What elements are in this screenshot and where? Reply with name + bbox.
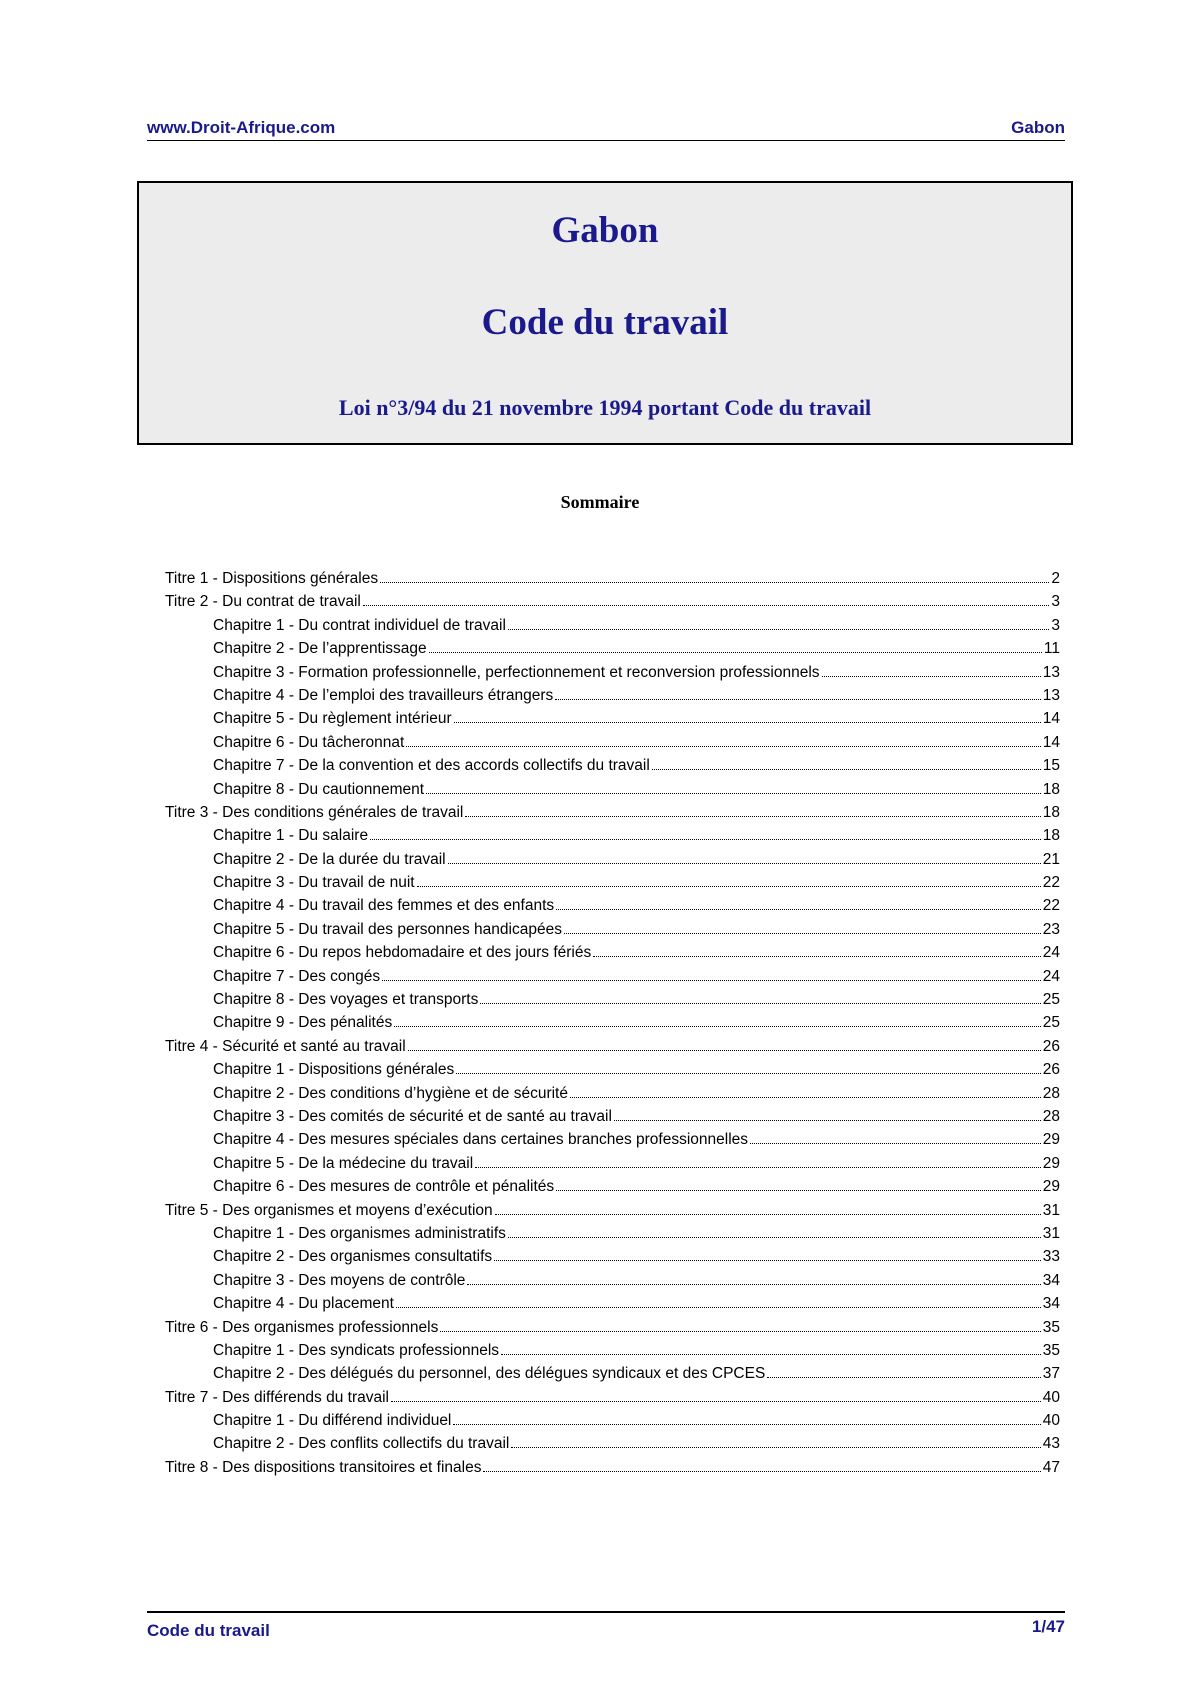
document-title: Code du travail [481,302,729,343]
toc-entry-label: Chapitre 2 - Des délégués du personnel, des délégues syndicaux et des CPCES [213,1365,766,1383]
toc-chapitre-entry[interactable] [165,1362,1060,1385]
toc-chapitre-entry[interactable] [165,684,1060,707]
toc-dot-leader [556,1190,1041,1191]
toc-entry-label: Chapitre 6 - Des mesures de contrôle et pénalités [213,1178,555,1196]
toc-dot-leader [426,793,1041,794]
toc-dot-leader [570,1097,1041,1098]
toc-entry-label: Titre 5 - Des organismes et moyens d’exécution [165,1201,493,1219]
toc-entry-label: Chapitre 8 - Des voyages et transports [213,991,479,1009]
toc-dot-leader [494,1260,1041,1261]
toc-dot-leader [475,1167,1041,1168]
toc-entry-page: 34 [1042,1271,1060,1289]
document-country: Gabon [551,210,659,251]
toc-dot-leader [508,1237,1041,1238]
toc-entry-label: Chapitre 1 - Dispositions générales [213,1061,455,1079]
toc-dot-leader [396,1307,1041,1308]
toc-entry-page: 22 [1042,874,1060,892]
toc-dot-leader [394,1026,1041,1027]
toc-entry-page: 29 [1042,1131,1060,1149]
toc-entry-page: 40 [1042,1412,1060,1430]
toc-entry-page: 14 [1042,733,1060,751]
toc-entry-label: Chapitre 1 - Du salaire [213,827,369,845]
toc-titre-entry[interactable] [165,1199,1060,1222]
toc-dot-leader [363,605,1050,606]
toc-dot-leader [593,956,1041,957]
toc-chapitre-entry[interactable] [165,637,1060,660]
toc-entry-page: 23 [1042,920,1060,938]
toc-dot-leader [440,1331,1040,1332]
toc-dot-leader [556,909,1041,910]
toc-dot-leader [453,1424,1040,1425]
toc-entry-label: Chapitre 5 - Du travail des personnes handicapées [213,920,562,938]
toc-entry-page: 34 [1042,1295,1060,1313]
toc-entry-page: 29 [1042,1178,1060,1196]
toc-chapitre-entry[interactable] [165,1222,1060,1245]
toc-entry-label: Chapitre 3 - Des moyens de contrôle [213,1271,466,1289]
toc-dot-leader [454,722,1041,723]
toc-entry-label: Chapitre 7 - Des congés [213,967,381,985]
toc-chapitre-entry[interactable] [165,941,1060,964]
toc-dot-leader [511,1447,1040,1448]
toc-entry-label: Titre 4 - Sécurité et santé au travail [165,1037,406,1055]
toc-dot-leader [417,886,1041,887]
toc-entry-page: 18 [1042,803,1060,821]
toc-chapitre-entry[interactable] [165,988,1060,1011]
toc-chapitre-entry[interactable] [165,824,1060,847]
toc-entry-label: Chapitre 2 - Des conflits collectifs du travail [213,1435,510,1453]
toc-titre-entry[interactable] [165,590,1060,613]
toc-chapitre-entry[interactable] [165,1082,1060,1105]
document-law: Loi n°3/94 du 21 novembre 1994 portant Code du travail [338,395,872,420]
toc-entry-label: Titre 3 - Des conditions générales de travail [165,803,464,821]
table-of-contents [165,567,1060,1479]
toc-entry-label: Chapitre 6 - Du tâcheronnat [213,733,405,751]
toc-entry-page: 43 [1042,1435,1060,1453]
toc-dot-leader [750,1143,1041,1144]
toc-entry-page: 18 [1042,780,1060,798]
toc-entry-page: 3 [1051,593,1060,611]
toc-chapitre-entry[interactable] [165,1269,1060,1292]
sommaire-heading: Sommaire [560,492,640,512]
toc-dot-leader [382,980,1041,981]
toc-chapitre-entry[interactable] [165,1011,1060,1034]
toc-chapitre-entry[interactable] [165,1152,1060,1175]
toc-entry-page: 11 [1043,640,1060,658]
toc-entry-page: 35 [1042,1341,1060,1359]
toc-entry-label: Titre 8 - Des dispositions transitoires et finales [165,1458,482,1476]
toc-entry-page: 14 [1042,710,1060,728]
toc-dot-leader [429,652,1042,653]
toc-entry-page: 13 [1042,663,1060,681]
toc-titre-entry[interactable] [165,567,1060,590]
toc-entry-page: 24 [1042,944,1060,962]
toc-entry-label: Chapitre 6 - Du repos hebdomadaire et des jours fériés [213,944,592,962]
page-number: 1/47 [1031,1617,1065,1636]
toc-entry-label: Chapitre 8 - Du cautionnement [213,780,425,798]
toc-entry-label: Chapitre 2 - De la durée du travail [213,850,446,868]
toc-entry-page: 29 [1042,1154,1060,1172]
toc-dot-leader [380,582,1049,583]
toc-entry-label: Chapitre 1 - Des organismes administratifs [213,1224,506,1242]
toc-titre-entry[interactable] [165,1456,1060,1479]
page-footer [147,1611,1065,1643]
toc-entry-label: Chapitre 5 - De la médecine du travail [213,1154,474,1172]
toc-dot-leader [480,1003,1040,1004]
toc-entry-page: 2 [1051,570,1060,587]
toc-dot-leader [406,746,1040,747]
toc-entry-page: 21 [1042,850,1060,868]
toc-chapitre-entry[interactable] [165,871,1060,894]
toc-entry-label: Chapitre 4 - De l’emploi des travailleurs étrangers [213,686,554,704]
header-country: Gabon [1011,118,1065,137]
toc-entry-label: Chapitre 4 - Du travail des femmes et des enfants [213,897,555,915]
toc-titre-entry[interactable] [165,1316,1060,1339]
toc-dot-leader [652,769,1041,770]
toc-chapitre-entry[interactable] [165,1292,1060,1315]
toc-entry-page: 31 [1042,1201,1060,1219]
toc-titre-entry[interactable] [165,801,1060,824]
toc-chapitre-entry[interactable] [165,778,1060,801]
site-link[interactable]: www.Droit-Afrique.com [147,118,336,137]
toc-entry-label: Titre 6 - Des organismes professionnels [165,1318,439,1336]
toc-entry-label: Titre 7 - Des différends du travail [165,1388,389,1406]
toc-entry-page: 18 [1042,827,1060,845]
toc-chapitre-entry[interactable] [165,1245,1060,1268]
toc-entry-page: 37 [1042,1365,1060,1383]
title-box [137,181,1073,445]
toc-dot-leader [564,933,1041,934]
toc-dot-leader [483,1471,1040,1472]
toc-chapitre-entry[interactable] [165,965,1060,988]
toc-entry-label: Chapitre 3 - Du travail de nuit [213,874,415,892]
toc-chapitre-entry[interactable] [165,661,1060,684]
toc-entry-label: Chapitre 1 - Du contrat individuel de travail [213,616,506,634]
toc-entry-label: Chapitre 1 - Des syndicats professionnels [213,1341,500,1359]
toc-entry-label: Chapitre 2 - Des conditions d’hygiène et de sécurité [213,1084,568,1102]
toc-entry-label: Chapitre 5 - Du règlement intérieur [213,710,452,728]
toc-chapitre-entry[interactable] [165,731,1060,754]
toc-dot-leader [456,1073,1041,1074]
toc-entry-page: 15 [1042,757,1060,775]
toc-entry-page: 40 [1042,1388,1060,1406]
toc-entry-label: Chapitre 7 - De la convention et des accords collectifs du travail [213,757,650,775]
toc-dot-leader [391,1401,1041,1402]
toc-entry-page: 3 [1051,616,1060,634]
toc-chapitre-entry[interactable] [165,1058,1060,1081]
page-header [147,118,1065,141]
toc-chapitre-entry[interactable] [165,754,1060,777]
toc-dot-leader [467,1284,1040,1285]
toc-chapitre-entry[interactable] [165,1128,1060,1151]
toc-entry-label: Chapitre 1 - Du différend individuel [213,1412,452,1430]
toc-dot-leader [508,629,1049,630]
toc-entry-page: 26 [1042,1061,1060,1079]
toc-entry-page: 28 [1042,1084,1060,1102]
toc-entry-label: Chapitre 9 - Des pénalités [213,1014,393,1032]
toc-dot-leader [614,1120,1041,1121]
toc-entry-page: 13 [1042,686,1060,704]
toc-entry-page: 26 [1042,1037,1060,1055]
toc-dot-leader [767,1377,1040,1378]
toc-chapitre-entry[interactable] [165,894,1060,917]
toc-entry-label: Titre 1 - Dispositions générales [165,570,379,587]
toc-chapitre-entry[interactable] [165,1175,1060,1198]
toc-chapitre-entry[interactable] [165,1432,1060,1455]
toc-chapitre-entry[interactable] [165,614,1060,637]
toc-titre-entry[interactable] [165,1035,1060,1058]
toc-titre-entry[interactable] [165,1386,1060,1409]
toc-entry-label: Chapitre 4 - Du placement [213,1295,394,1313]
toc-chapitre-entry[interactable] [165,918,1060,941]
toc-entry-page: 35 [1042,1318,1060,1336]
toc-dot-leader [408,1050,1041,1051]
toc-entry-label: Chapitre 2 - De l’apprentissage [213,640,427,658]
toc-dot-leader [370,839,1041,840]
toc-chapitre-entry[interactable] [165,848,1060,871]
toc-dot-leader [448,863,1041,864]
toc-entry-page: 25 [1042,991,1060,1009]
toc-dot-leader [465,816,1040,817]
toc-entry-label: Chapitre 4 - Des mesures spéciales dans certaines branches professionnelles [213,1131,749,1149]
toc-dot-leader [822,676,1041,677]
toc-entry-page: 31 [1042,1224,1060,1242]
toc-entry-label: Chapitre 3 - Formation professionnelle, perfectionnement et reconversion professionnels [213,663,820,681]
toc-entry-page: 28 [1042,1107,1060,1125]
toc-entry-page: 25 [1042,1014,1060,1032]
toc-dot-leader [495,1214,1041,1215]
toc-entry-page: 22 [1042,897,1060,915]
toc-dot-leader [501,1354,1041,1355]
toc-entry-page: 47 [1042,1458,1060,1476]
toc-entry-label: Titre 2 - Du contrat de travail [165,593,361,611]
toc-chapitre-entry[interactable] [165,1105,1060,1128]
toc-entry-page: 33 [1042,1248,1060,1266]
footer-title: Code du travail [147,1621,270,1640]
toc-chapitre-entry[interactable] [165,1339,1060,1362]
toc-chapitre-entry[interactable] [165,707,1060,730]
toc-dot-leader [555,699,1040,700]
toc-entry-label: Chapitre 3 - Des comités de sécurité et de santé au travail [213,1107,612,1125]
toc-entry-page: 24 [1042,967,1060,985]
toc-entry-label: Chapitre 2 - Des organismes consultatifs [213,1248,493,1266]
toc-chapitre-entry[interactable] [165,1409,1060,1432]
